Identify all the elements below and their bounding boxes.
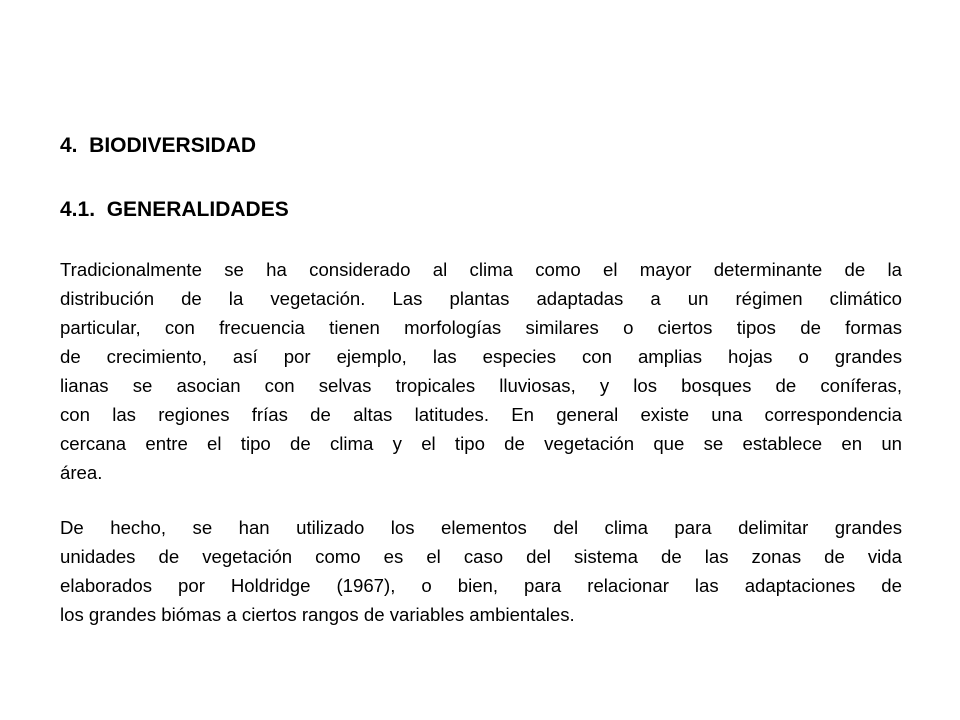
paragraph-line: los grandes biómas a ciertos rangos de variables ambientales. xyxy=(60,604,575,625)
paragraph-line: con las regiones frías de altas latitudes. En general existe una correspondencia xyxy=(60,404,902,425)
paragraph-line: elaborados por Holdridge (1967), o bien, para relacionar las adaptaciones de xyxy=(60,575,902,596)
paragraph-line: lianas se asocian con selvas tropicales lluviosas, y los bosques de coníferas, xyxy=(60,375,902,396)
paragraph-line: de crecimiento, así por ejemplo, las especies con amplias hojas o grandes xyxy=(60,346,902,367)
paragraph-line: Tradicionalmente se ha considerado al clima como el mayor determinante de la xyxy=(60,259,902,280)
paragraph-climate-vegetation xyxy=(60,255,902,487)
paragraph-line: particular, con frecuencia tienen morfologías similares o ciertos tipos de formas xyxy=(60,317,902,338)
document-page xyxy=(60,0,902,720)
section-heading: 4. BIODIVERSIDAD xyxy=(60,134,257,157)
subsection-heading: 4.1. GENERALIDADES xyxy=(60,198,289,221)
paragraph-holdridge xyxy=(60,513,902,629)
paragraph-line: De hecho, se han utilizado los elementos del clima para delimitar grandes xyxy=(60,517,902,538)
paragraph-line: unidades de vegetación como es el caso del sistema de las zonas de vida xyxy=(60,546,902,567)
paragraph-line: área. xyxy=(60,462,103,483)
paragraph-line: cercana entre el tipo de clima y el tipo de vegetación que se establece en un xyxy=(60,433,902,454)
paragraph-line: distribución de la vegetación. Las plantas adaptadas a un régimen climático xyxy=(60,288,902,309)
